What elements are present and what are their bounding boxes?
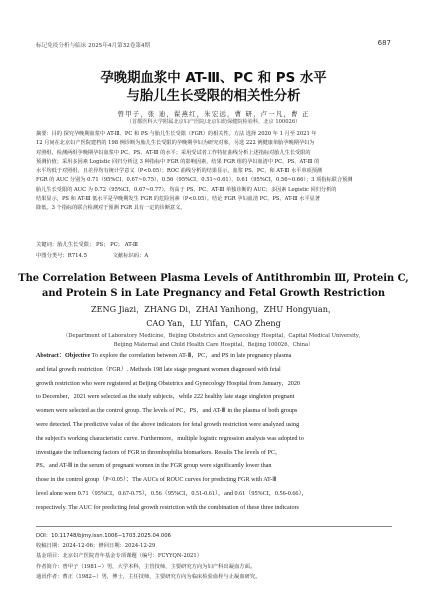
abstract-en-line: PS，and AT-Ⅲ in the serum of pregnant women in the FGR group were significantly lower than	[36, 463, 272, 470]
chinese-authors: 曾甲子，张 迪，翟燕红，朱宏远，曹 研，卢一凡，曹 正	[117, 110, 310, 118]
page-number: 687	[377, 39, 391, 47]
document-code: 文献标识码：A	[112, 253, 149, 259]
abstract-cn-line: 摘要：目的 探究孕晚期血浆中 AT-Ⅲ、PC 和 PS 与胎儿生长受限（FGR）的相关性。方法 选择 2020 年 1 月至 2021 年	[36, 131, 317, 137]
chinese-title-line-1: 孕晚期血浆中 AT-Ⅲ、PC 和 PS 水平	[100, 71, 327, 86]
english-affiliation	[0, 332, 427, 349]
english-authors-line-2: CAO Yan，LU Yifan，CAO Zheng	[146, 318, 281, 328]
chinese-title	[0, 70, 427, 105]
first-author-bio: 作者简介：曾甲子（1981−）男，大学本科，主管技师，主要研究方向为妇产科出凝血方面。	[36, 563, 256, 570]
english-abstract	[36, 350, 392, 516]
abstract-en-line: to December，2021 were selected as the study subjects，while 222 healthy late stage singleton pregnant	[36, 394, 295, 401]
clc-number: 中图分类号：R714.5	[36, 253, 87, 259]
corresponding-author-bio: 通讯作者：曹正（1982−）男，博士，主任技师，主要研究方向为临床检验血栓与止凝血研究。	[36, 573, 261, 580]
chinese-abstract	[36, 130, 392, 214]
chinese-affiliation: （首都医科大学附属北京妇产医院/北京妇幼保健院检验科，北京 100026）	[126, 119, 301, 125]
abstract-en-line: growth restriction who were registered at Beijing Obstetrics and Gynecology Hospital from January，2020	[36, 380, 300, 387]
english-authors	[0, 302, 427, 330]
footnotes	[36, 531, 392, 582]
abstract-en-text: To explore the correlation between AT-Ⅲ，PC，and PS in late pregnancy plasma	[90, 353, 292, 359]
abstract-en-line: women were selected as the control group. The levels of PC，PS，and AT-Ⅲ in the plasma of both groups	[36, 408, 298, 415]
footnote-divider	[36, 526, 392, 527]
fund-info: 基金项目：北京妇产医院青年基金专项课题（编号：FCYYQN-2021）	[36, 553, 203, 560]
running-header	[36, 41, 391, 52]
abstract-cn-line: 12 月间在北京妇产医院建档的 198 例诊断为胎儿生长受限的孕晚期孕妇为研究对象，另选 222 例健康单胎孕晚期孕妇为	[36, 140, 315, 147]
abstract-cn-line: 水平均低于对照组，且差异均有统计学意义（P<0.05）；ROC 曲线分析的结果显示，血浆 PS、PC，和 AT-Ⅲ 水平单项预测	[36, 168, 323, 175]
abstract-en-line: investigate the influencing factors of FGR in thrombophilia biomarkers. Results The levels of PC，	[36, 449, 282, 456]
received-date: 收稿日期：2024-12-06；修回日期：2024-12-29	[36, 543, 156, 550]
chinese-keywords: 关键词：胎儿生长受限； PS； PC； AT-Ⅲ	[36, 242, 139, 248]
abstract-cn-line: FGR 的 AUC 分别为 0.71（95%CI，0.67~0.75），0.56（95%CI，0.51~0.61），0.61（95%CI，0.56~0.66）；3 项指标联合预测	[36, 177, 353, 184]
doi-link[interactable]: DOI：10.11748/bjmy.issn.1006−1703.2025.04.006	[36, 533, 172, 539]
journal-name: 标记免疫分析与临床 2025年4月第32卷第4期	[36, 43, 151, 49]
english-affiliation-line-2: Beijing Maternal and Child Health Care Hospital，Beijing 100026，China）	[113, 341, 314, 348]
abstract-en-line: respectively. The AUC for predicting fetal growth restriction with the combination of these three indicators	[36, 504, 299, 511]
abstract-cn-line: 结果显示，PS 和 AT-Ⅲ 低水平是孕晚期发生 FGR 的危险因素（P<0.05）。结论 FGR 孕妇血清 PC、PS、AT-Ⅲ 水平显著	[36, 196, 321, 203]
chinese-title-line-2: 与胎儿生长受限的相关性分析	[126, 88, 301, 104]
classification-line	[36, 251, 392, 259]
abstract-en-line: were detected. The predictive value of the above indicators for fetal growth restriction were analyzed using	[36, 421, 300, 428]
english-title-line-1: The Correlation Between Plasma Levels of Antithrombin Ⅲ, Protein C,	[18, 273, 409, 284]
abstract-en-line: and fetal growth restriction（FGR）. Methods 198 late stage pregnant women diagnosed with fetal	[36, 366, 281, 373]
abstract-lead: Abstract：Objective	[36, 353, 91, 359]
abstract-en-line: the subject's working characteristic curve. Furthermore，multiple logistic regression analysis was adopted to	[36, 435, 304, 442]
abstract-cn-line: 预测价值；采用多因素 Logistic 回归分析这 3 种指标中 FGR 的影响因素。结果 FGR 组的孕妇血清中 PC、PS、AT-Ⅲ 的	[36, 158, 320, 165]
english-title	[0, 271, 427, 302]
english-affiliation-line-1: （Department of Laboratory Medicine，Beijing Obstetrics and Gynecology Hospital，Capital Medical University，	[63, 333, 364, 339]
english-title-line-2: and Protein S in Late Pregnancy and Fetal Growth Restriction	[41, 288, 386, 300]
english-authors-line-1: ZENG Jiazi，ZHANG Di，ZHAI Yanhong，ZHU Hongyuan，	[90, 304, 337, 314]
abstract-en-line: those in the control group（P<0.05）；The AUCs of ROUC curves for predicting FGR with AT-Ⅲ	[36, 477, 277, 484]
abstract-cn-line: 降低，3 个指标的联合检测对于预测 FGR 具有一定的诊断意义。	[36, 205, 186, 212]
abstract-en-line: level alone were 0.71（95%CI，0.67-0.75），0.56（95%CI，0.51-0.61），and 0.61（95%CI，0.56-0.66），	[36, 490, 308, 497]
abstract-cn-line: 对照组，检测两组孕晚期孕妇血浆中 PC、PS、AT-Ⅲ 的水平；采用受试者工作特征曲线分析上述指标对胎儿生长受限的	[36, 149, 311, 156]
abstract-cn-line: 胎儿生长受限的 AUC 为 0.72（95%CI，0.67~0.77），均高于 PS、PC、AT-Ⅲ 单独诊断的 AUC；多因素 Logistic 回归分析的	[36, 186, 337, 193]
abstract-en-line	[36, 350, 392, 364]
